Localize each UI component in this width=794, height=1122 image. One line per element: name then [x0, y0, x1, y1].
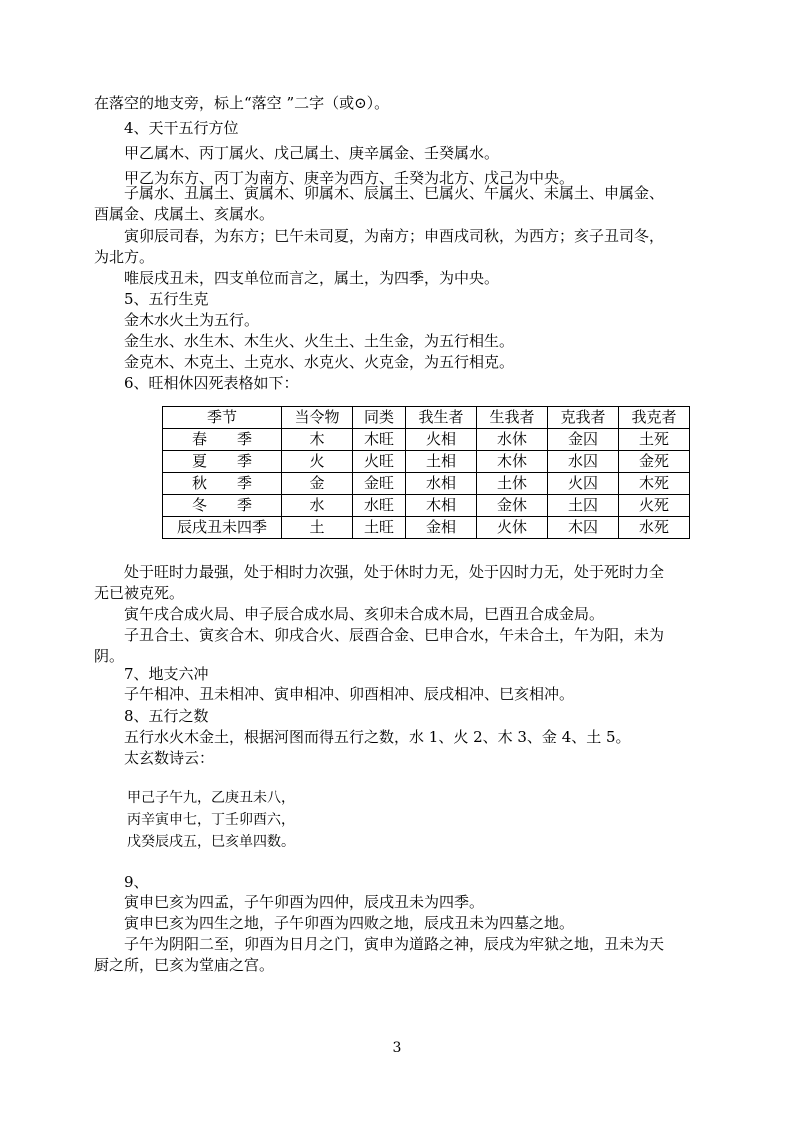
paragraph-line: 金克木、木克土、土克水、水克火、火克金，为五行相克。 — [124, 353, 515, 371]
table-cell: 水旺 — [353, 495, 406, 517]
paragraph-line: 处于旺时力最强，处于相时力次强，处于休时力无，处于囚时力无，处于死时力全 — [124, 563, 665, 581]
table-cell: 秋 季 — [163, 473, 282, 495]
paragraph-line: 金木水火土为五行。 — [124, 311, 260, 329]
table-header-row — [163, 407, 690, 429]
table-cell: 冬 季 — [163, 495, 282, 517]
table-row — [163, 517, 690, 539]
wuxing-table — [162, 406, 690, 539]
section-heading-9: 9、 — [124, 873, 149, 891]
paragraph-line: 寅午戌合成火局、申子辰合成水局、亥卯未合成木局，巳酉丑合成金局。 — [124, 605, 605, 623]
section-heading-6: 6、旺相休囚死表格如下： — [124, 374, 299, 392]
paragraph-line: 无已被克死。 — [94, 584, 185, 602]
table-row — [163, 451, 690, 473]
table-header-cell: 我克者 — [619, 407, 690, 429]
table-cell: 火 — [282, 451, 353, 473]
table-cell: 水死 — [619, 517, 690, 539]
table-cell: 水囚 — [548, 451, 619, 473]
table-header-cell: 同类 — [353, 407, 406, 429]
paragraph-line: 在落空的地支旁，标上“落空 ”二字（或⊙）。 — [94, 94, 390, 112]
table-cell: 土 — [282, 517, 353, 539]
paragraph-line: 金生水、水生木、木生火、火生土、土生金，为五行相生。 — [124, 332, 515, 350]
table-row — [163, 473, 690, 495]
paragraph-line: 子午相冲、丑未相冲、寅申相冲、卯酉相冲、辰戌相冲、巳亥相冲。 — [124, 685, 575, 703]
table-cell: 金旺 — [353, 473, 406, 495]
table-cell: 火休 — [477, 517, 548, 539]
table-row — [163, 429, 690, 451]
table-cell: 火死 — [619, 495, 690, 517]
paragraph-line: 阴。 — [94, 647, 125, 665]
table-cell: 夏 季 — [163, 451, 282, 473]
table-header-cell: 我生者 — [406, 407, 477, 429]
page-number: 3 — [392, 1040, 402, 1056]
paragraph-line: 甲乙属木、丙丁属火、戊己属土、庚辛属金、壬癸属水。 — [124, 144, 500, 162]
section-heading-8: 8、五行之数 — [124, 707, 209, 725]
paragraph-line: 甲乙为东方、丙丁为南方、庚辛为西方、壬癸为北方、戊己为中央。 — [124, 169, 575, 187]
table-cell: 木囚 — [548, 517, 619, 539]
paragraph-line: 子丑合土、寅亥合木、卯戌合火、辰酉合金、巳申合水，午未合土，午为阳，未为 — [124, 626, 665, 644]
table-cell: 金 — [282, 473, 353, 495]
section-heading-7: 7、地支六冲 — [124, 665, 209, 683]
table-cell: 土囚 — [548, 495, 619, 517]
section-heading-4: 4、天干五行方位 — [124, 119, 239, 137]
table-cell: 木死 — [619, 473, 690, 495]
paragraph-line: 子属水、丑属土、寅属木、卯属木、辰属土、巳属火、午属火、未属土、申属金、 — [124, 184, 665, 202]
table-cell: 木相 — [406, 495, 477, 517]
table-row — [163, 495, 690, 517]
section-heading-5: 5、五行生克 — [124, 290, 209, 308]
table-cell: 土死 — [619, 429, 690, 451]
table-cell: 金囚 — [548, 429, 619, 451]
table-cell: 水相 — [406, 473, 477, 495]
paragraph-line: 寅申巳亥为四孟，子午卯酉为四仲，辰戌丑未为四季。 — [124, 893, 485, 911]
table-cell: 火旺 — [353, 451, 406, 473]
table-cell: 木休 — [477, 451, 548, 473]
table-header-cell: 季节 — [163, 407, 282, 429]
table-cell: 金相 — [406, 517, 477, 539]
table-cell: 金休 — [477, 495, 548, 517]
table-cell: 水 — [282, 495, 353, 517]
table-header-cell: 当令物 — [282, 407, 353, 429]
paragraph-line: 酉属金、戌属土、亥属水。 — [94, 205, 275, 223]
table-header-cell: 生我者 — [477, 407, 548, 429]
paragraph-line: 寅卯辰司春，为东方；巳午未司夏，为南方；申酉戌司秋，为西方；亥子丑司冬， — [124, 227, 665, 245]
table-cell: 火囚 — [548, 473, 619, 495]
poem-line: 甲己子午九，乙庚丑未八， — [127, 790, 295, 806]
poem-line: 丙辛寅申七，丁壬卯酉六， — [127, 812, 295, 828]
table-cell: 春 季 — [163, 429, 282, 451]
table-cell: 土休 — [477, 473, 548, 495]
paragraph-line: 太玄数诗云： — [124, 749, 215, 767]
table-cell: 木 — [282, 429, 353, 451]
table-cell: 木旺 — [353, 429, 406, 451]
table-cell: 土相 — [406, 451, 477, 473]
table-cell: 水休 — [477, 429, 548, 451]
paragraph-line: 唯辰戌丑未，四支单位而言之，属土，为四季，为中央。 — [124, 269, 500, 287]
table-header-cell: 克我者 — [548, 407, 619, 429]
paragraph-line: 五行水火木金土，根据河图而得五行之数，水 1、火 2、木 3、金 4、土 5。 — [124, 728, 631, 746]
table-cell: 金死 — [619, 451, 690, 473]
paragraph-line: 厨之所，巳亥为堂庙之宫。 — [94, 956, 275, 974]
paragraph-line: 子午为阴阳二至，卯酉为日月之门，寅申为道路之神，辰戌为牢狱之地，丑未为天 — [124, 935, 665, 953]
table-cell: 火相 — [406, 429, 477, 451]
poem-line: 戊癸辰戌五，巳亥单四数。 — [127, 834, 295, 850]
paragraph-line: 寅申巳亥为四生之地，子午卯酉为四败之地，辰戌丑未为四墓之地。 — [124, 914, 575, 932]
table-cell: 土旺 — [353, 517, 406, 539]
paragraph-line: 为北方。 — [94, 248, 155, 266]
table-cell: 辰戌丑未四季 — [163, 517, 282, 539]
